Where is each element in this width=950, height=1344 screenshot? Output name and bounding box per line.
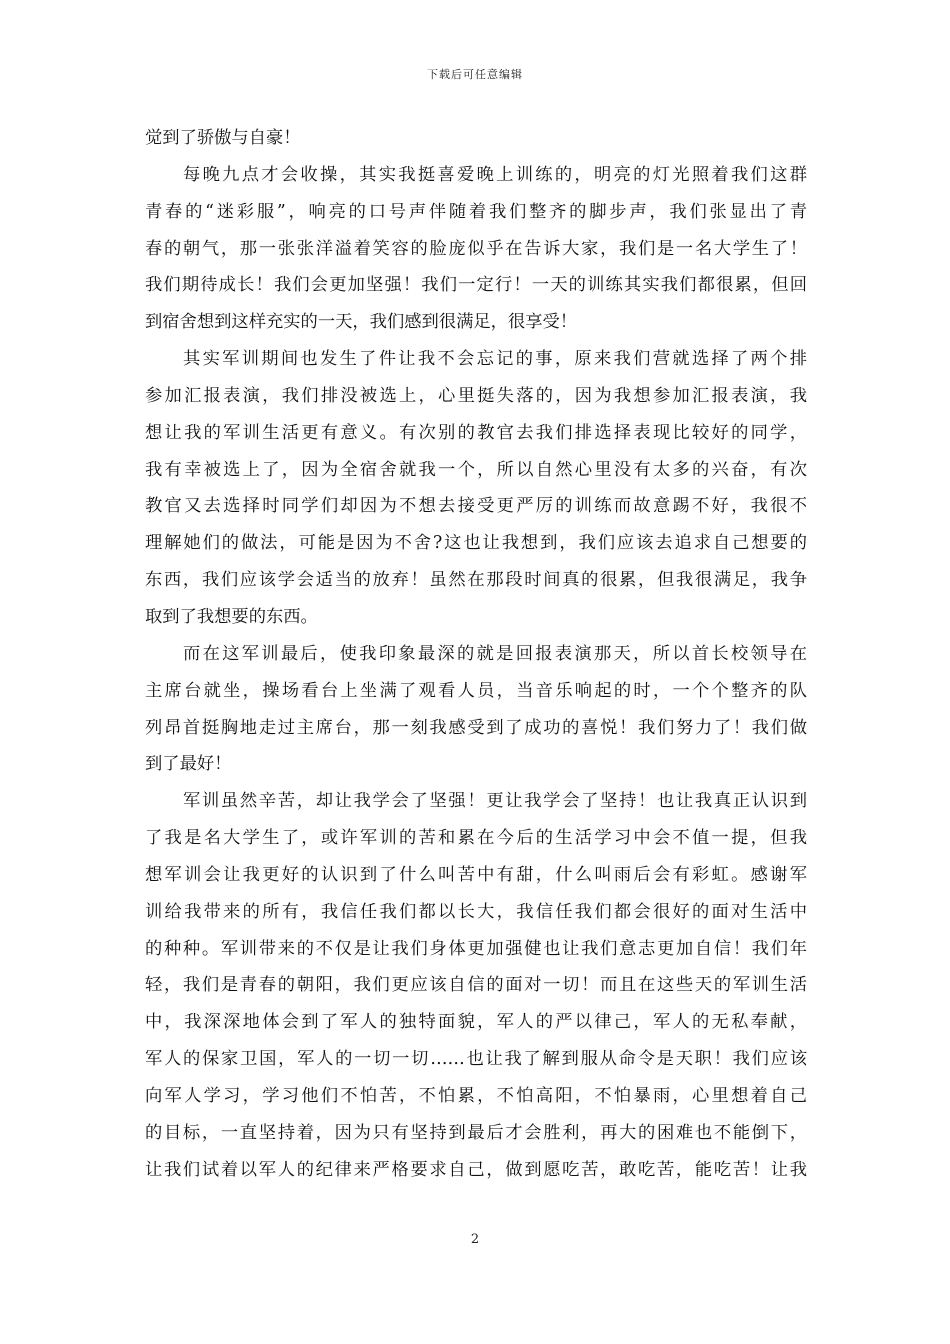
text-line: 到宿舍想到这样充实的一天，我们感到很满足，很享受！ xyxy=(145,312,578,333)
text-line: 中，我深深地体会到了军人的独特面貌，军人的严以律己，军人的无私奉献， xyxy=(145,1012,807,1033)
text-line: 东西，我们应该学会适当的放弃！虽然在那段时间真的很累，但我很满足，我争 xyxy=(145,570,807,591)
text-line: 参加汇报表演，我们排没被选上，心里挺失落的，因为我想参加汇报表演，我 xyxy=(145,385,807,406)
text-line: 觉到了骄傲与自豪！ xyxy=(145,128,301,148)
text-line: 主席台就坐，操场看台上坐满了观看人员，当音乐响起的时，一个个整齐的队 xyxy=(145,680,807,701)
text-line: 我们期待成长！我们会更加坚强！我们一定行！一天的训练其实我们都很累，但回 xyxy=(145,275,807,296)
text-line: 军训虽然辛苦，却让我学会了坚强！更让我学会了坚持！也让我真正认识到 xyxy=(183,791,807,812)
text-line: 到了最好！ xyxy=(145,754,232,775)
text-line: 了我是名大学生了，或许军训的苦和累在今后的生活学习中会不值一提，但我 xyxy=(145,828,807,849)
text-line: 而在这军训最后，使我印象最深的就是回报表演那天，所以首长校领导在 xyxy=(183,643,807,664)
text-line: 每晚九点才会收操，其实我挺喜爱晚上训练的，明亮的灯光照着我们这群 xyxy=(183,164,807,185)
text-line: 轻，我们是青春的朝阳，我们更应该自信的面对一切！而且在这些天的军训生活 xyxy=(145,975,807,996)
body-text xyxy=(145,120,807,1188)
text-line: 列昂首挺胸地走过主席台，那一刻我感受到了成功的喜悦！我们努力了！我们做 xyxy=(145,717,807,738)
text-line: 青春的“迷彩服”，响亮的口号声伴随着我们整齐的脚步声，我们张显出了青 xyxy=(145,201,807,222)
text-line: 向军人学习，学习他们不怕苦，不怕累，不怕高阳，不怕暴雨，心里想着自己 xyxy=(145,1085,807,1106)
text-line: 我有幸被选上了，因为全宿舍就我一个，所以自然心里没有太多的兴奋，有次 xyxy=(145,459,807,480)
text-line: 想军训会让我更好的认识到了什么叫苦中有甜，什么叫雨后会有彩虹。感谢军 xyxy=(145,864,807,885)
text-line: 想让我的军训生活更有意义。有次别的教官去我们排选择表现比较好的同学， xyxy=(145,422,807,443)
text-line: 其实军训期间也发生了件让我不会忘记的事，原来我们营就选择了两个排 xyxy=(183,349,807,370)
text-line: 教官又去选择时同学们却因为不想去接受更严厉的训练而故意踢不好，我很不 xyxy=(145,496,807,517)
text-line: 军人的保家卫国，军人的一切一切……也让我了解到服从命令是天职！我们应该 xyxy=(145,1049,807,1070)
text-line: 取到了我想要的东西。 xyxy=(145,606,318,627)
text-line: 的种种。军训带来的不仅是让我们身体更加强健也让我们意志更加自信！我们年 xyxy=(145,938,807,959)
text-line: 理解她们的做法，可能是因为不舍?这也让我想到，我们应该去追求自己想要的 xyxy=(145,533,807,554)
text-line: 春的朝气，那一张张洋溢着笑容的脸庞似乎在告诉大家，我们是一名大学生了！ xyxy=(145,238,807,259)
text-line: 的目标，一直坚持着，因为只有坚持到最后才会胜利，再大的困难也不能倒下， xyxy=(145,1122,807,1143)
page-number: 2 xyxy=(470,1232,480,1247)
text-line: 让我们试着以军人的纪律来严格要求自己，做到愿吃苦，敢吃苦，能吃苦！让我 xyxy=(145,1159,807,1180)
page-header: 下载后可任意编辑 xyxy=(427,68,523,81)
text-line: 训给我带来的所有，我信任我们都以长大，我信任我们都会很好的面对生活中 xyxy=(145,901,807,922)
